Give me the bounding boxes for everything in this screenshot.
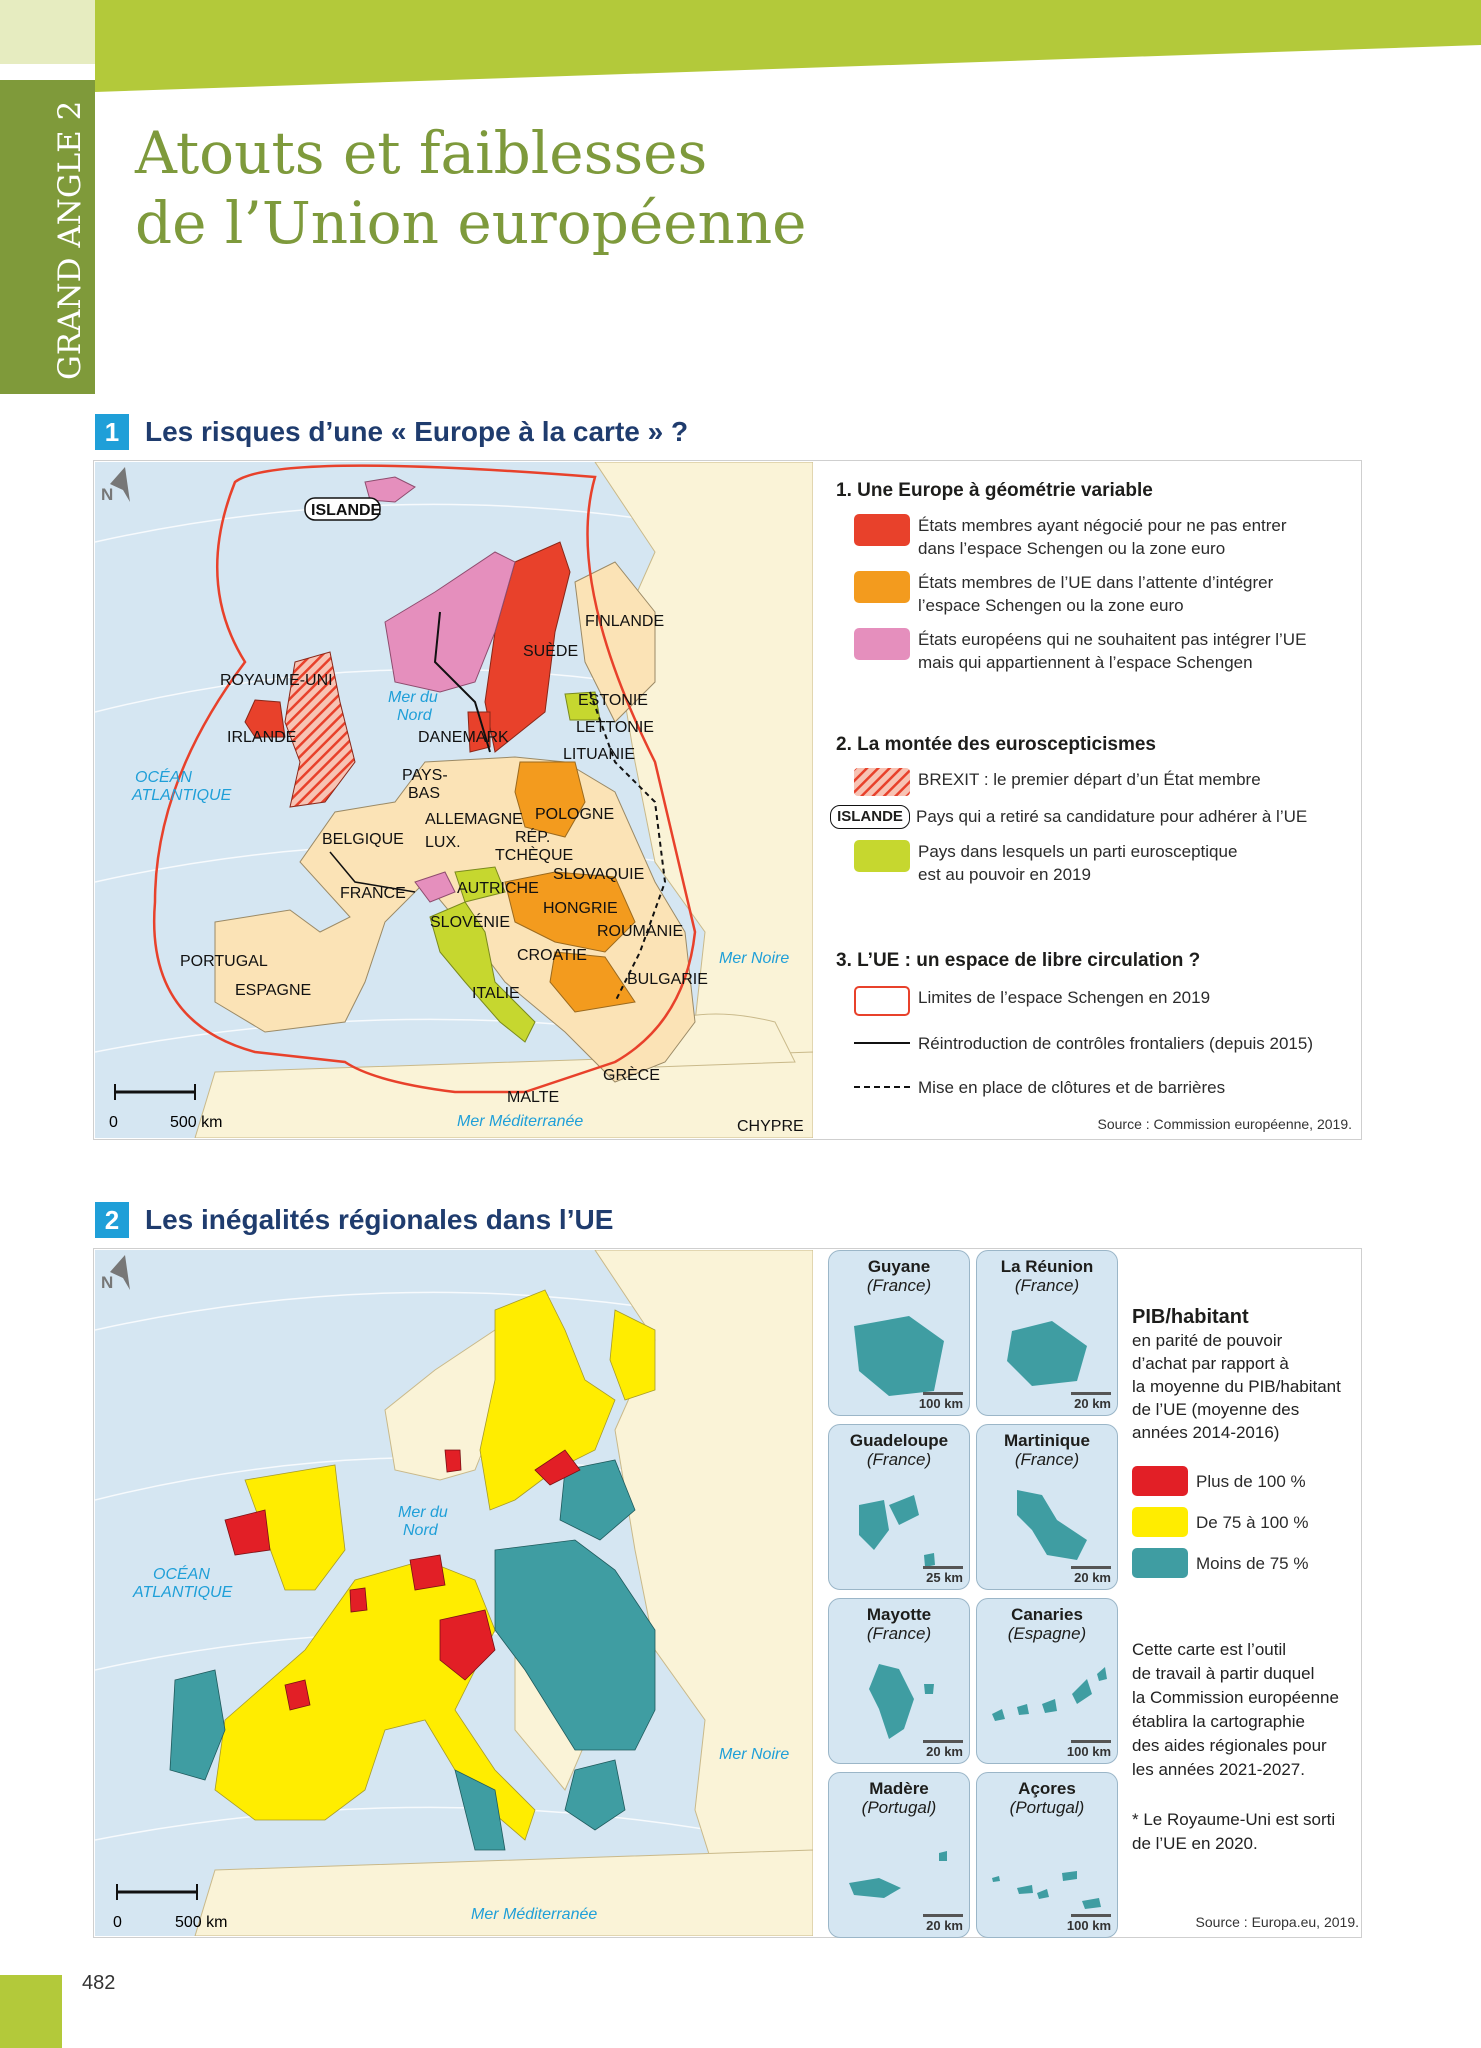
map2-legend: PIB/habitant en parité de pouvoir d’achat par rapport à la moyenne du PIB/habitant de l’UE (moyenne des années 2014-2016) Plus de 100 % De 75 à 100 % Moins de 75 % Cette carte est l’outil de travail à partir duquel la Commission européenne établira la cartographie des aides régionales pour les années 2021-2027. * Le Royaume-Uni est sorti de l’UE en 2020. xyxy=(1132,1250,1360,1444)
label-allemagne: ALLEMAGNE xyxy=(425,811,523,828)
swatch-pink xyxy=(854,628,910,660)
label-irlande: IRLANDE xyxy=(227,729,297,746)
legend1-item-islande: ISLANDE Pays qui a retiré sa candidature pour adhérer à l’UE xyxy=(830,805,1346,829)
inset-martinique-shape xyxy=(977,1475,1118,1575)
svg-text:N: N xyxy=(101,1273,114,1292)
inset-guyane-shape xyxy=(829,1301,970,1401)
top-banner-light xyxy=(0,0,95,64)
legend2-source: Source : Europa.eu, 2019. xyxy=(1195,1914,1359,1930)
legend2-note: Cette carte est l’outil de travail à partir duquel la Commission européenne établira la cartographie des aides régionales pour les années 2021-2027. xyxy=(1132,1640,1339,1779)
page-title-line2: de l’Union européenne xyxy=(135,189,807,257)
swatch-gdp-red xyxy=(1132,1466,1188,1496)
inset-acores-shape xyxy=(977,1823,1118,1923)
side-tab-label: GRAND ANGLE 2 xyxy=(52,100,88,380)
inset-madere: Madère (Portugal) 20 km xyxy=(828,1772,970,1938)
label-lux: LUX. xyxy=(425,834,461,851)
inset-madere-shape xyxy=(829,1823,970,1923)
swatch-lime xyxy=(854,840,910,872)
legend1-item-red: États membres ayant négocié pour ne pas entrer dans l’espace Schengen ou la zone euro xyxy=(854,514,1348,560)
legend2-footnote: * Le Royaume-Uni est sorti de l’UE en 2020. xyxy=(1132,1810,1336,1853)
map2-label-ocean-2: ATLANTIQUE xyxy=(133,1584,233,1601)
swatch-gdp-teal xyxy=(1132,1548,1188,1578)
inset-guadeloupe-shape xyxy=(829,1475,970,1575)
swatch-gdp-yellow xyxy=(1132,1507,1188,1537)
label-pologne: POLOGNE xyxy=(535,806,615,823)
section2-heading xyxy=(95,1200,613,1240)
label-pays-bas-2: BAS xyxy=(408,785,441,802)
label-islande: ISLANDE xyxy=(311,502,382,519)
inset-canaries: Canaries (Espagne) 100 km xyxy=(976,1598,1118,1764)
label-pays-bas: PAYS- xyxy=(402,767,448,784)
map2-svg xyxy=(95,1250,813,1936)
section2-title: Les inégalités régionales dans l’UE xyxy=(145,1204,614,1235)
label-tcheque: TCHÈQUE xyxy=(495,847,574,864)
label-mer-med: Mer Méditerranée xyxy=(457,1113,584,1130)
legend1-item-brexit: BREXIT : le premier départ d’un État membre xyxy=(854,768,1348,796)
side-tab-label-svg xyxy=(0,80,95,394)
legend1-item-lime: Pays dans lesquels un parti eurosceptique est au pouvoir en 2019 xyxy=(854,840,1348,886)
legend1-item-fences: Mise en place de clôtures et de barrières xyxy=(854,1076,1348,1099)
label-royaume-uni: ROYAUME-UNI xyxy=(220,672,333,689)
label-bulgarie: BULGARIE xyxy=(627,971,708,988)
legend1-heading-3: 3. L’UE : un espace de libre circulation ? xyxy=(836,950,1201,971)
page-number: 482 xyxy=(82,1972,116,1994)
label-italie: ITALIE xyxy=(472,985,520,1002)
label-slovaquie: SLOVAQUIE xyxy=(553,866,645,883)
section2-number: 2 xyxy=(95,1202,129,1238)
legend2-item-teal: Moins de 75 % xyxy=(1132,1548,1336,1578)
footer-bar xyxy=(0,1975,62,2048)
inset-martinique: Martinique (France) 20 km xyxy=(976,1424,1118,1590)
map2-label-mer-med: Mer Méditerranée xyxy=(471,1906,598,1923)
label-hongrie: HONGRIE xyxy=(543,900,618,917)
legend2-item-red: Plus de 100 % xyxy=(1132,1466,1336,1496)
label-rep: RÉP. xyxy=(515,829,551,846)
label-grece: GRÈCE xyxy=(603,1067,660,1084)
label-danemark: DANEMARK xyxy=(418,729,509,746)
legend1-item-pink: États européens qui ne souhaitent pas intégrer l’UE mais qui appartiennent à l’espace Schengen xyxy=(854,628,1348,674)
map2-label-mer-du-nord-2: Nord xyxy=(403,1522,438,1539)
islande-box: ISLANDE xyxy=(830,805,910,829)
svg-text:500 km: 500 km xyxy=(175,1914,228,1931)
swatch-fences xyxy=(854,1086,910,1088)
label-mer-du-nord-2: Nord xyxy=(397,707,432,724)
label-france: FRANCE xyxy=(340,885,406,902)
label-ocean: OCÉAN xyxy=(135,769,192,786)
label-croatie: CROATIE xyxy=(517,947,587,964)
swatch-brexit xyxy=(854,768,910,796)
inset-mayotte-shape xyxy=(829,1649,970,1749)
top-banner-shape xyxy=(0,0,1481,92)
top-banner xyxy=(0,0,1481,92)
label-belgique: BELGIQUE xyxy=(322,831,404,848)
svg-text:0: 0 xyxy=(109,1114,118,1131)
label-roumanie: ROUMANIE xyxy=(597,923,684,940)
label-mer-noire: Mer Noire xyxy=(719,950,790,967)
inset-canaries-shape xyxy=(977,1649,1118,1749)
label-finlande: FINLANDE xyxy=(585,613,665,630)
page-title-line1: Atouts et faiblesses xyxy=(135,119,708,187)
label-mer-du-nord: Mer du xyxy=(388,689,438,706)
label-espagne: ESPAGNE xyxy=(235,982,312,999)
map2-label-mer-du-nord: Mer du xyxy=(398,1504,448,1521)
swatch-controls xyxy=(854,1042,910,1044)
inset-la-reunion-shape xyxy=(977,1301,1118,1401)
svg-text:500 km: 500 km xyxy=(170,1114,223,1131)
legend1-heading-1: 1. Une Europe à géométrie variable xyxy=(836,480,1153,501)
inset-guadeloupe: Guadeloupe (France) 25 km xyxy=(828,1424,970,1590)
legend1-item-controls: Réintroduction de contrôles frontaliers (depuis 2015) xyxy=(854,1032,1348,1055)
map1-svg xyxy=(95,462,813,1138)
inset-mayotte: Mayotte (France) 20 km xyxy=(828,1598,970,1764)
label-malte: MALTE xyxy=(507,1089,560,1106)
svg-text:N: N xyxy=(101,485,114,504)
page-title xyxy=(135,118,1035,258)
map2-label-mer-noire: Mer Noire xyxy=(719,1746,790,1763)
label-estonie: ESTONIE xyxy=(578,692,648,709)
label-slovenie: SLOVÉNIE xyxy=(430,914,511,931)
label-portugal: PORTUGAL xyxy=(180,953,268,970)
map2-label-ocean: OCÉAN xyxy=(153,1566,210,1583)
label-autriche: AUTRICHE xyxy=(457,880,539,897)
inset-la-reunion: La Réunion (France) 20 km xyxy=(976,1250,1118,1416)
legend1-source: Source : Commission européenne, 2019. xyxy=(1097,1116,1352,1132)
label-lettonie: LETTONIE xyxy=(576,719,654,736)
svg-text:0: 0 xyxy=(113,1914,122,1931)
section1-title: Les risques d’une « Europe à la carte » ? xyxy=(145,416,689,447)
legend1-item-schengen: Limites de l’espace Schengen en 2019 xyxy=(854,986,1348,1016)
label-suede: SUÈDE xyxy=(523,643,579,660)
legend2-item-yellow: De 75 à 100 % xyxy=(1132,1507,1336,1537)
label-lituanie: LITUANIE xyxy=(563,746,636,763)
swatch-red xyxy=(854,514,910,546)
inset-acores: Açores (Portugal) 100 km xyxy=(976,1772,1118,1938)
inset-guyane: Guyane (France) 100 km xyxy=(828,1250,970,1416)
label-chypre: CHYPRE xyxy=(737,1118,804,1135)
label-ocean-2: ATLANTIQUE xyxy=(132,787,232,804)
legend1-heading-2: 2. La montée des euroscepticismes xyxy=(836,734,1156,755)
map1-legend xyxy=(812,462,1360,1138)
swatch-orange xyxy=(854,571,910,603)
section1-number: 1 xyxy=(95,414,129,450)
swatch-schengen xyxy=(854,986,910,1016)
legend1-item-orange: États membres de l’UE dans l’attente d’intégrer l’espace Schengen ou la zone euro xyxy=(854,571,1348,617)
legend2-title: PIB/habitant xyxy=(1132,1306,1249,1328)
section1-heading xyxy=(95,412,688,452)
